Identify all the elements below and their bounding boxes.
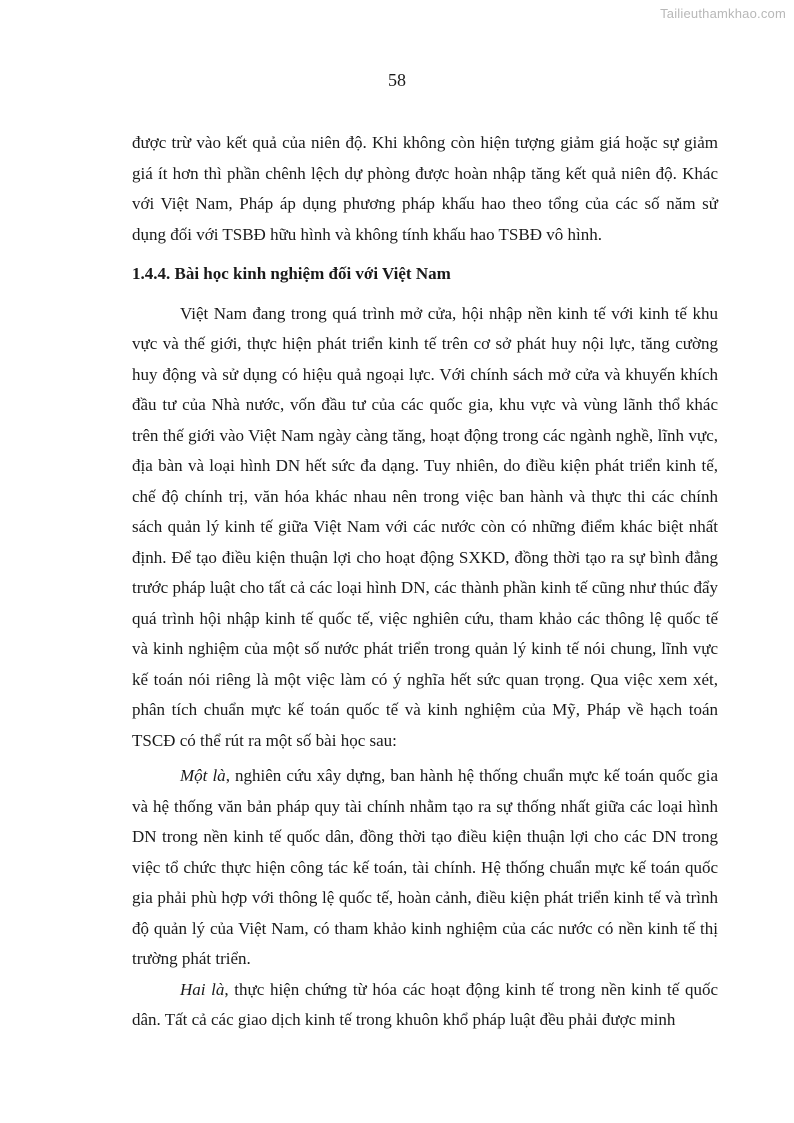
paragraph-intro: được trừ vào kết quả của niên độ. Khi không còn hiện tượng giảm giá hoặc sự giảm giá ít hơn thì phần chênh lệch dự phòng được hoàn nhập tăng kết quả niên độ. Khác với Việt Nam, Pháp áp dụng phương pháp khấu hao theo tổng của các số năm sử dụng đối với TSBĐ hữu hình và không tính khấu hao TSBĐ vô hình. [132, 133, 718, 244]
paragraph-main: Việt Nam đang trong quá trình mở cửa, hội nhập nền kinh tế với kinh tế khu vực và thế giới, thực hiện phát triển kinh tế trên cơ sở phát huy nội lực, tăng cường huy động và sử dụng có hiệu quả ngoại lực. Với chính sách mở cửa và khuyến khích đầu tư của Nhà nước, vốn đầu tư của các quốc gia, khu vực và vùng lãnh thổ khác trên thế giới vào Việt Nam ngày càng tăng, hoạt động trong các ngành nghề, lĩnh vực, địa bàn và loại hình DN hết sức đa dạng. Tuy nhiên, do điều kiện phát triển kinh tế, chế độ chính trị, văn hóa khác nhau nên trong việc ban hành và thực thi các chính sách quản lý kinh tế giữa Việt Nam với các nước còn có những điểm khác biệt nhất định. Để tạo điều kiện thuận lợi cho hoạt động SXKD, đồng thời tạo ra sự bình đẳng trước pháp luật cho tất cả các loại hình DN, các thành phần kinh tế cũng như thúc đẩy quá trình hội nhập kinh tế quốc tế, việc nghiên cứu, tham khảo các thông lệ quốc tế và kinh nghiệm của một số nước phát triển trong quản lý kinh tế nói chung, lĩnh vực kế toán nói riêng là một việc làm có ý nghĩa hết sức quan trọng. Qua việc xem xét, phân tích chuẩn mực kế toán quốc tế và kinh nghiệm của Mỹ, Pháp về hạch toán TSCĐ có thể rút ra một số bài học sau: [132, 303, 718, 750]
lesson-one-lead: Một là [180, 766, 226, 785]
watermark-text: Tailieuthamkhao.com [660, 6, 786, 21]
paragraph-lesson-two [132, 975, 718, 1036]
lesson-two-text: , thực hiện chứng từ hóa các hoạt động kinh tế trong nền kinh tế quốc dân. Tất cả các giao dịch kinh tế trong khuôn khổ pháp luật đều phải được minh [132, 979, 718, 1029]
lesson-two-lead: Hai là [180, 979, 225, 999]
document-body [132, 128, 718, 1036]
page-number: 58 [388, 70, 406, 90]
lesson-one-text: , nghiên cứu xây dựng, ban hành hệ thống chuẩn mực kế toán quốc gia và hệ thống văn bản pháp quy tài chính nhằm tạo ra sự thống nhất giữa các loại hình DN trong nền kinh tế quốc dân, đồng thời tạo điều kiện thuận lợi cho các DN trong việc tổ chức thực hiện công tác kế toán, tài chính. Hệ thống chuẩn mực kế toán quốc gia phải phù hợp với thông lệ quốc tế, hoàn cảnh, điều kiện phát triển kinh tế và trình độ quản lý của Việt Nam, có tham khảo kinh nghiệm của các nước có nền kinh tế thị trường phát triển. [132, 766, 718, 968]
section-heading: 1.4.4. Bài học kinh nghiệm đối với Việt Nam [132, 264, 451, 283]
paragraph-lesson-one [132, 761, 718, 975]
